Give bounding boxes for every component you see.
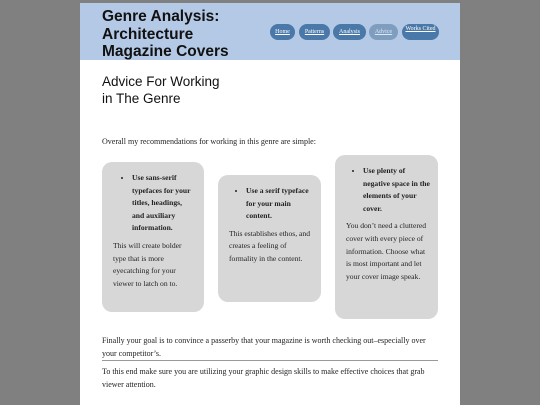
card-body: This will create bolder type that is more eyecatching for your viewer to latch on to. bbox=[113, 240, 182, 288]
card-tip: • Use a serif typeface for your main content. bbox=[246, 185, 311, 223]
advice-card-sans-serif bbox=[102, 162, 204, 312]
card-tip-list bbox=[113, 172, 194, 235]
advice-card-negative-space bbox=[335, 155, 438, 319]
card-body: You don’t need a cluttered cover with every piece of information. Choose what is most important and let your cover image speak. bbox=[346, 221, 427, 281]
page-heading: Advice For Working in The Genre bbox=[102, 74, 220, 106]
intro-text: Overall my recommendations for working in this genre are simple: bbox=[102, 137, 316, 146]
nav-analysis-link[interactable]: Analysis bbox=[333, 24, 366, 40]
nav-patterns-link[interactable]: Patterns bbox=[299, 24, 330, 40]
card-body: This establishes ethos, and creates a feeling of formality in the content. bbox=[229, 228, 310, 263]
card-tip-list bbox=[346, 165, 430, 215]
card-tip: • Use plenty of negative space in the elements of your cover. bbox=[363, 165, 430, 215]
advice-card-serif bbox=[218, 175, 321, 302]
page bbox=[80, 3, 460, 405]
nav-works-cited-link[interactable]: Works Cited bbox=[402, 24, 439, 40]
nav-advice-link[interactable]: Advice bbox=[369, 24, 398, 40]
site-title: Genre Analysis: Architecture Magazine Covers bbox=[102, 8, 229, 60]
nav-home-link[interactable]: Home bbox=[270, 24, 295, 40]
card-tip: • Use sans-serif typefaces for your titles, headings, and auxiliary information. bbox=[132, 172, 194, 235]
final-paragraph: Finally your goal is to convince a passerby that your magazine is worth checking out–especially over your competitor’s. bbox=[102, 335, 438, 361]
closing-paragraph: To this end make sure you are utilizing your graphic design skills to make effective choices that grab viewer attention. bbox=[102, 367, 425, 389]
site-header bbox=[80, 3, 460, 60]
card-tip-list bbox=[229, 185, 311, 223]
